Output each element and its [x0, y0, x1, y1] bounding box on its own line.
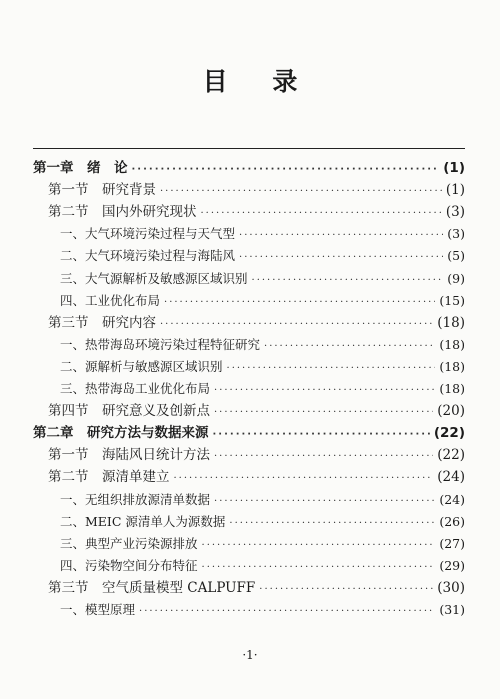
dot-leader [264, 336, 435, 358]
toc-entry-sub[interactable] [60, 356, 465, 378]
toc-entry-label: 第二节 源清单建立 [48, 469, 170, 486]
dot-leader [227, 358, 436, 380]
toc-entry-sub[interactable] [60, 334, 465, 356]
toc-entry-section[interactable] [48, 577, 465, 599]
toc-entry-sub[interactable] [60, 378, 465, 400]
toc-entry-sub[interactable] [60, 268, 465, 290]
toc-entry-section[interactable] [48, 444, 465, 466]
toc-entry-label: 第三节 空气质量模型 CALPUFF [48, 579, 256, 596]
toc-entry-label: 一、热带海岛环境污染过程特征研究 [60, 336, 261, 352]
toc-entry-label: 一、大气环境污染过程与天气型 [60, 226, 236, 242]
dot-leader [214, 446, 433, 468]
toc-entry-page: (1) [443, 160, 465, 176]
toc-entry-chapter[interactable] [33, 157, 465, 179]
toc-entry-sub[interactable] [60, 511, 465, 533]
title-rule [33, 148, 465, 149]
toc-entry-chapter[interactable] [33, 422, 465, 444]
dot-leader [202, 557, 436, 579]
dot-leader [214, 380, 435, 402]
toc-entry-label: 二、MEIC 源清单人为源数据 [60, 513, 226, 529]
toc-entry-page: (20) [437, 403, 465, 420]
toc-entry-label: 第二章 研究方法与数据来源 [33, 425, 209, 442]
toc-entry-page: (26) [439, 513, 465, 529]
dot-leader [164, 292, 435, 314]
toc-entry-page: (18) [439, 358, 465, 374]
toc-entry-page: (18) [439, 336, 465, 352]
toc-entry-label: 四、工业优化布局 [60, 292, 161, 308]
toc-entry-label: 第三节 研究内容 [48, 314, 156, 331]
toc-entry-page: (15) [439, 292, 465, 308]
toc-entry-section[interactable] [48, 312, 465, 334]
toc-entry-page: (3) [445, 204, 465, 221]
dot-leader [132, 159, 440, 181]
dot-leader [201, 203, 442, 225]
toc-entry-label: 第四节 研究意义及创新点 [48, 403, 210, 420]
dot-leader [239, 225, 443, 247]
toc-entry-sub[interactable] [60, 489, 465, 511]
toc-entry-page: (27) [439, 535, 465, 551]
toc-entry-label: 一、无组织排放源清单数据 [60, 491, 211, 507]
toc-entry-label: 四、污染物空间分布特征 [60, 557, 198, 573]
toc-entry-page: (3) [447, 226, 465, 242]
toc-entry-section[interactable] [48, 466, 465, 488]
toc-entry-sub[interactable] [60, 223, 465, 245]
dot-leader [139, 601, 435, 623]
toc-entry-label: 三、大气源解析及敏感源区域识别 [60, 270, 248, 286]
toc-entry-label: 三、热带海岛工业优化布局 [60, 381, 211, 396]
toc-entry-page: (24) [437, 469, 465, 486]
toc-entry-label: 第一节 海陆风日统计方法 [48, 447, 210, 464]
page-title: 目 录 [202, 67, 316, 96]
toc-entry-sub[interactable] [60, 599, 465, 621]
toc-entry-page: (18) [439, 381, 465, 396]
dot-leader [213, 424, 430, 446]
dot-leader [259, 579, 433, 601]
toc-entry-sub[interactable] [60, 290, 465, 312]
toc-entry-page: (22) [433, 425, 465, 442]
dot-leader [214, 402, 433, 424]
page-number-footer: ·1· [242, 648, 258, 662]
toc-entry-page: (22) [437, 447, 465, 464]
toc-entry-page: (18) [437, 314, 465, 331]
toc-entry-label: 三、典型产业污染源排放 [60, 535, 198, 551]
dot-leader [160, 314, 433, 336]
toc-entry-label: 第二节 国内外研究现状 [48, 204, 197, 221]
toc-entry-page: (1) [445, 182, 465, 199]
toc-entry-sub[interactable] [60, 245, 465, 267]
toc-entry-label: 二、大气环境污染过程与海陆风 [60, 248, 236, 264]
toc-entry-page: (30) [437, 579, 465, 596]
dot-leader [229, 513, 435, 535]
dot-leader [174, 468, 434, 490]
toc-entry-page: (24) [439, 491, 465, 507]
dot-leader [202, 535, 436, 557]
toc-entry-label: 第一节 研究背景 [48, 182, 156, 199]
toc-entry-section[interactable] [48, 201, 465, 223]
toc-entry-page: (5) [447, 248, 465, 264]
toc-entry-page: (31) [439, 602, 465, 617]
dot-leader [239, 247, 443, 269]
dot-leader [214, 491, 435, 513]
toc-entry-page: (29) [439, 557, 465, 573]
toc-entry-label: 第一章 绪 论 [33, 160, 128, 176]
toc-entry-sub[interactable] [60, 555, 465, 577]
dot-leader [252, 270, 444, 292]
toc-entry-label: 一、模型原理 [60, 602, 136, 617]
dot-leader [160, 181, 442, 203]
toc-entry-section[interactable] [48, 400, 465, 422]
toc-entry-label: 二、源解析与敏感源区域识别 [60, 358, 223, 374]
toc-entry-sub[interactable] [60, 533, 465, 555]
toc-entry-section[interactable] [48, 179, 465, 201]
toc-entry-page: (9) [447, 270, 465, 286]
